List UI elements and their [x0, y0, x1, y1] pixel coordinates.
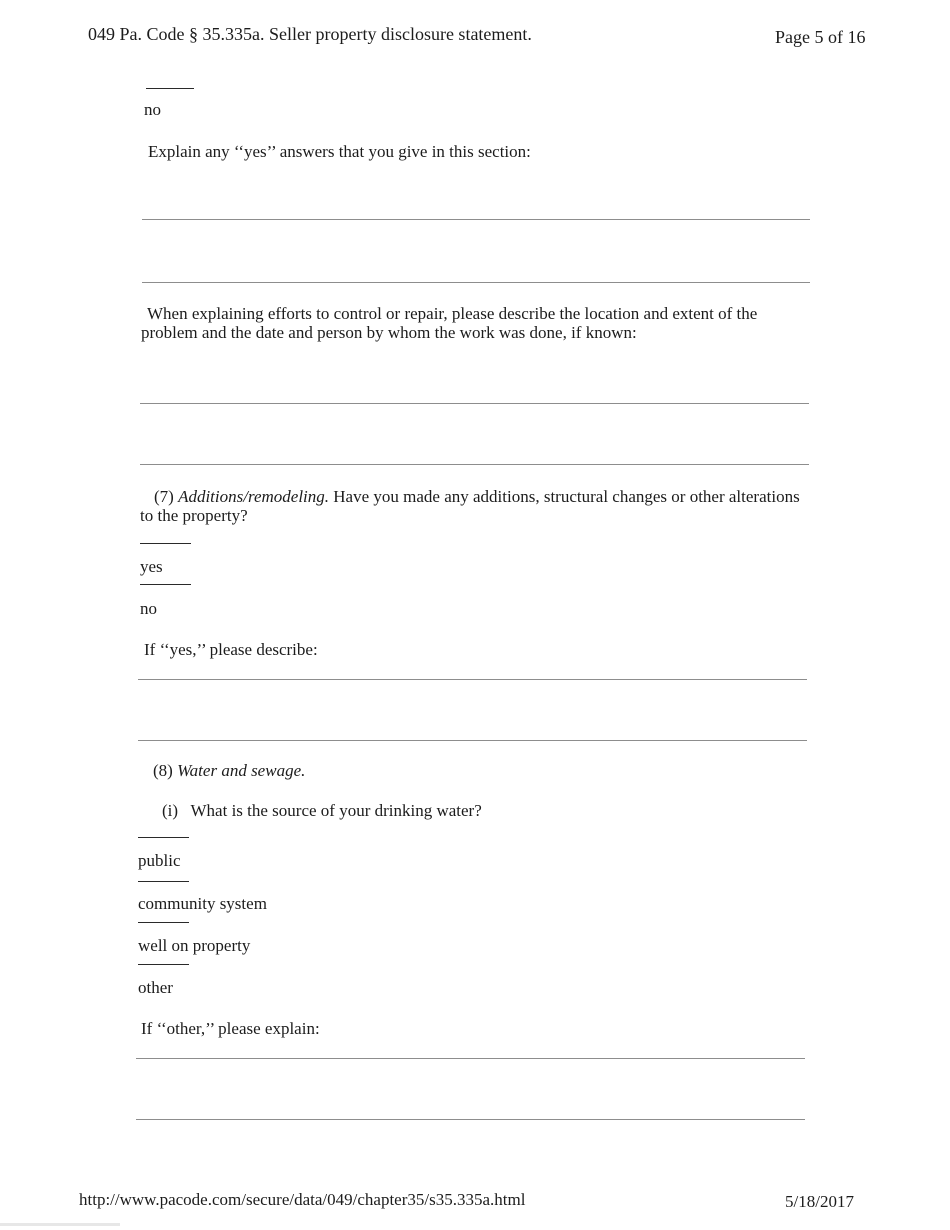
section-8-number: (8): [153, 761, 173, 780]
explain-yes-prompt: Explain any ‘‘yes’’ answers that you give in this section:: [148, 142, 531, 161]
answer-line[interactable]: [140, 403, 809, 404]
section-7-number: (7): [154, 487, 174, 506]
option-no-label: no: [144, 100, 161, 119]
section-8-title: Water and sewage.: [177, 761, 306, 780]
checkbox-blank-well[interactable]: [138, 922, 189, 923]
checkbox-blank-yes[interactable]: [140, 543, 191, 544]
option-community-label: community system: [138, 894, 267, 913]
page-number: Page 5 of 16: [775, 27, 866, 47]
section-7-question: [140, 487, 806, 525]
option-well-label: well on property: [138, 936, 251, 955]
footer-date: 5/18/2017: [785, 1192, 854, 1211]
describe-prompt: If ‘‘yes,’’ please describe:: [144, 640, 318, 659]
answer-line[interactable]: [142, 219, 810, 220]
answer-line[interactable]: [138, 740, 807, 741]
answer-line[interactable]: [140, 464, 809, 465]
water-source-question: [162, 801, 482, 820]
checkbox-blank-other[interactable]: [138, 964, 189, 965]
checkbox-blank-public[interactable]: [138, 837, 189, 838]
footer-url[interactable]: http://www.pacode.com/secure/data/049/chapter35/s35.335a.html: [79, 1190, 526, 1209]
answer-line[interactable]: [142, 282, 810, 283]
explain-other-prompt: If ‘‘other,’’ please explain:: [141, 1019, 320, 1038]
option-yes-label: yes: [140, 557, 163, 576]
option-no-label: no: [140, 599, 157, 618]
subquestion-text: What is the source of your drinking water?: [190, 801, 482, 820]
option-public-label: public: [138, 851, 181, 870]
answer-line[interactable]: [138, 679, 807, 680]
explain-repair-prompt: When explaining efforts to control or repair, please describe the location and extent of the problem and the date and person by whom the work was done, if known:: [141, 304, 758, 342]
option-other-label: other: [138, 978, 173, 997]
section-8-heading: [153, 761, 305, 780]
subquestion-number: (i): [162, 801, 179, 820]
checkbox-blank-no[interactable]: [140, 584, 191, 585]
checkbox-blank-community[interactable]: [138, 881, 189, 882]
answer-line[interactable]: [136, 1119, 805, 1120]
section-7-title: Additions/remodeling.: [178, 487, 330, 506]
checkbox-blank-no[interactable]: [146, 88, 194, 89]
answer-line[interactable]: [136, 1058, 805, 1059]
section-7-question-text: Have you made any additions, structural changes or other alterations to the property?: [140, 487, 800, 525]
page-header-title: 049 Pa. Code § 35.335a. Seller property disclosure statement.: [88, 24, 532, 44]
scan-edge-artifact: [0, 1223, 120, 1226]
